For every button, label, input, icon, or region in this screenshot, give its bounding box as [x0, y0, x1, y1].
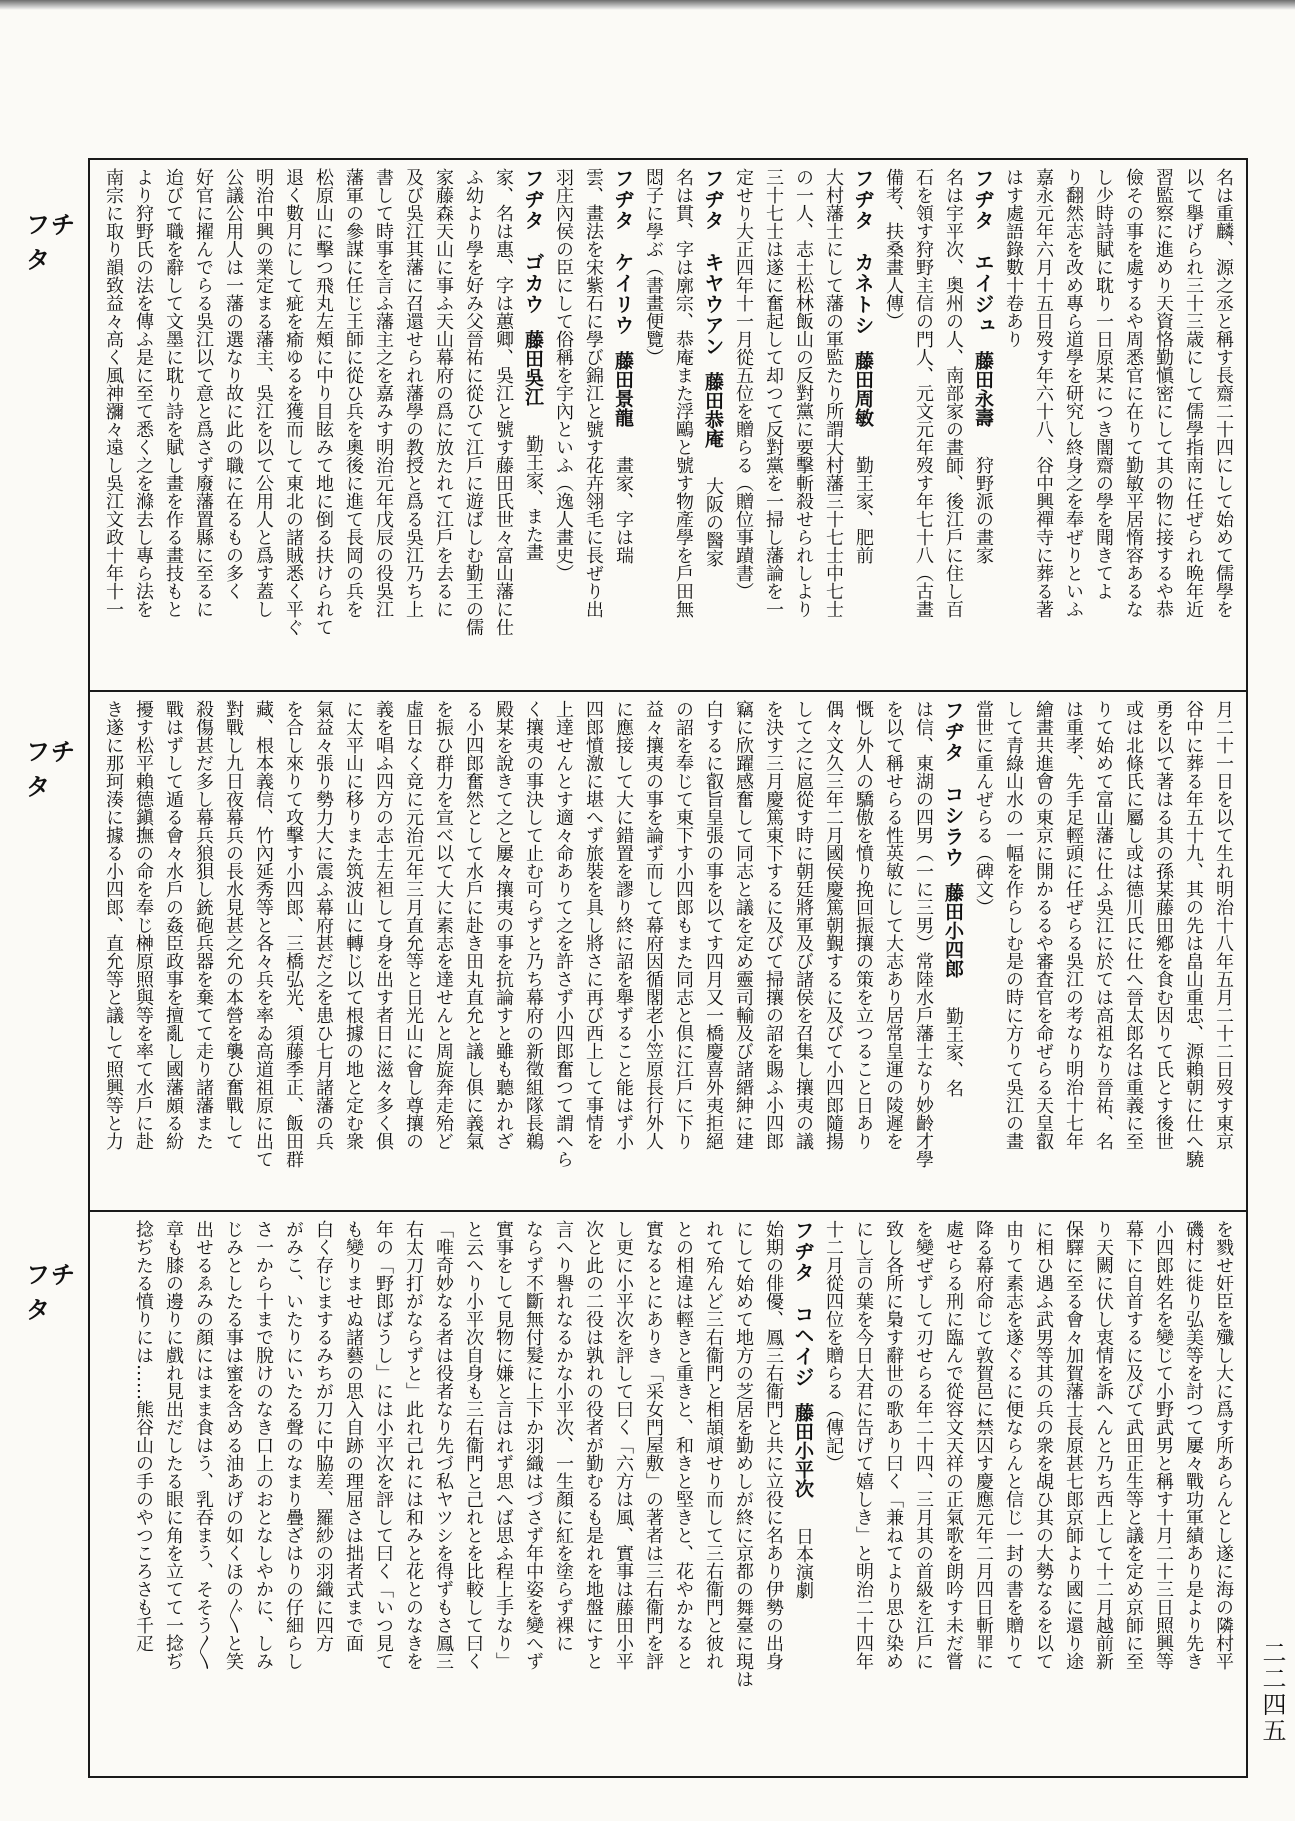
text-column: 降る幕府命じて敦賀邑に禁囚す慶應元年二月四日斬罪に	[973, 1220, 994, 1670]
text-column: り翻然志を改め專ら道學を研究し終身之を奉ぜりといふ	[1063, 168, 1084, 618]
text-column: 名は宇平次、奥州の人、南部家の畫師、後江戶に住し百	[943, 168, 964, 618]
text-column: を決す三月慶篤東下するに及びて掃攘の詔を賜ふ小四郎	[763, 700, 784, 1150]
text-column: は信、東湖の四男（一に三男）常陸水戶藩士なり妙齡才學	[913, 700, 934, 1168]
text-column: 羽庄內侯の臣にして俗稱を宇內といふ（逸人畫史）	[553, 168, 574, 582]
entry-reading: フヂタ ゴカウ	[521, 168, 545, 315]
text-column: 年の「野郎ばうし」には小平次を評して曰く「いつ見て	[373, 1220, 394, 1670]
text-column: 三十七士は遂に奮起して却つて反對黨を一掃し藩論を一	[763, 168, 784, 618]
text-column: 藏、根本義信、竹內延秀等と各々兵を率ゐ高道祖原に出て	[253, 700, 274, 1168]
text-column: は重孝、先手足輕頭に任ぜらる吳江の考なり明治十七年	[1063, 700, 1084, 1150]
entry-reading: フヂタ ケイリウ	[611, 168, 635, 336]
text-column: はす處語錄數十卷あり	[1003, 168, 1024, 348]
entry-description: 勤王家、肥前	[853, 455, 874, 564]
text-column: にし言の葉を今日大君に告げて嬉しき」と明治二十四年	[853, 1220, 874, 1670]
entry-name: 藤田永壽	[972, 351, 994, 428]
text-column: がみこ、いたりにいたる聲のなまり疊ざはりの仔細らし	[283, 1220, 304, 1670]
text-column: き遂に那珂湊に據る小四郎、直允等と議して照興等と力	[103, 700, 124, 1150]
text-column: 家藤森天山に事ふ天山幕府の爲に放たれて江戶を去るに	[433, 168, 454, 618]
text-column: し更に小平次を評して曰く「六方は風、實事は藤田小平	[613, 1220, 634, 1670]
text-column: じみとしたる事は蜜を含める油あげの如くほの〴〵と笑	[223, 1220, 244, 1670]
text-column: し少時詩賦に耽り一日原某につき闇齋の學を聞きてよ	[1093, 168, 1114, 600]
text-column: 當世に重んぜらる（碑文）	[973, 700, 994, 916]
text-column: に太平山に移りまた筑波山に轉じ以て根據の地と定む衆	[343, 700, 364, 1150]
text-column: 名は貫、字は廓宗、恭庵また浮鷗と號す物產學を戶田無	[673, 168, 694, 618]
tier-divider	[88, 1210, 1248, 1212]
text-column: 義を唱ふ四方の志士左袒して身を出す者日に滋々多く俱	[373, 700, 394, 1150]
scan-edge	[0, 0, 1295, 10]
text-column: 處せらる刑に臨んで從容文天祥の正氣歌を朗吟す未だ嘗	[943, 1220, 964, 1670]
text-column: 小四郎姓名を變じて小野武男と稱す十月二十三日照興等	[1153, 1220, 1174, 1670]
text-column: 次と此の二役は孰れの役者が勤むるも是れを地盤にすと	[583, 1220, 604, 1670]
page-number: 二二四五	[1258, 1640, 1286, 1744]
text-tier-top	[96, 162, 1242, 688]
text-column: の詔を奉じて東下す小四郎もまた同志と倶に江戶に下り	[673, 700, 694, 1150]
text-column: 備考、扶桑畫人傳）	[883, 168, 904, 330]
text-column: 迨びて職を辭して文墨に耽り詩を賦し畫を作る畫技もと	[163, 168, 184, 618]
text-column: 言へり譽れなるかな小平次、一生顏に紅を塗らず裸に	[553, 1220, 574, 1652]
text-column: 殺傷甚だ多し幕兵狼狽し銃砲兵器を棄てて走り諸藩また	[193, 700, 214, 1150]
text-tier-bottom	[96, 1214, 1242, 1774]
text-column: 右太刀打がならずと」此れ己れには和みと花とのなきを	[403, 1220, 424, 1670]
text-column: 「唯奇妙なる者は役者なり先づ私ヤツシを得ずもさ鳳三	[433, 1220, 454, 1670]
text-column: 殿某を說きて之と屢々攘夷の事を抗論すと雖も聽かれざ	[493, 700, 514, 1150]
entry-description: 畫家、字は瑞	[613, 455, 634, 564]
entry-heading	[968, 168, 998, 688]
text-column: 南宗に取り韻致益々高く風神瀰々遠し吳江文政十年十一	[103, 168, 124, 618]
text-column: 擾す松平賴德鎭撫の命を奉じ榊原照與等を率て水戶に赴	[133, 700, 154, 1150]
text-column: 好官に擢んでらる吳江以て意と爲さず廢藩置縣に至るに	[193, 168, 214, 618]
text-column: を戮せ奸臣を殲し大に爲す所あらんとし遂に海の隣村平	[1213, 1220, 1234, 1670]
text-column: 定せり大正四年十一月從五位を贈らる（贈位事蹟書）	[733, 168, 754, 600]
text-column: 悶子に學ぶ（書畫便覽）	[643, 168, 664, 366]
entry-heading	[938, 700, 968, 1208]
entry-heading	[518, 168, 548, 688]
entry-description: 狩野派の畫家	[973, 455, 994, 564]
margin-label: フチタ	[26, 738, 76, 801]
entry-name: 藤田周敏	[852, 351, 874, 428]
text-column: 或は北條氏に屬し或は德川氏に仕へ晉太郎名は重義に至	[1123, 700, 1144, 1150]
text-column: 家、名は惠、字は蕙卿、吳江と號す藤田氏世々富山藩に仕	[493, 168, 514, 636]
text-column: 雲、畫法を宋紫石に學び錦江と號す花卉翎毛に長ぜり出	[583, 168, 604, 618]
text-column: 保驛に至る會々加賀藩士長原甚七郎京師より國に還り途	[1063, 1220, 1084, 1670]
text-column: 致し各所に梟す辭世の歌あり曰く「兼ねてより思ひ染め	[883, 1220, 904, 1670]
text-column: して之に扈從す時に朝廷將軍及び諸侯を召集し攘夷の議	[793, 700, 814, 1150]
text-column: 磯村に徙り弘美等を討つて屢々戰功軍績あり是より先き	[1183, 1220, 1204, 1670]
text-column: にして始めて地方の芝居を勤めしが終に京都の舞臺に現は	[733, 1220, 754, 1688]
entry-name: 藤田小四郎	[942, 883, 964, 979]
text-column: 十二月從四位を贈らる（傳記）	[823, 1220, 844, 1472]
margin-label: フチタ	[26, 1261, 76, 1324]
text-column: と云へり小平次自身も三右衞門と己れとを比較して曰く	[463, 1220, 484, 1670]
entry-name: 藤田小平次	[792, 1403, 814, 1499]
margin-label: フチタ	[26, 211, 76, 274]
text-column: 竊に欣躍感奮して同志と議を定め靈司輸及び諸縉紳に建	[733, 700, 754, 1150]
text-column: を合し來りて攻擊す小四郎、三橋弘光、須藤季正、飯田群	[283, 700, 304, 1168]
text-column: 藩軍の參謀に任じ王師に從ひ兵を奧後に進て長岡の兵を	[343, 168, 364, 618]
text-column: 退く數月にして疵を瘉ゆるを獲而して東北の諸賊悉く平ぐ	[283, 168, 304, 636]
entry-reading: フヂタ カネトシ	[851, 168, 875, 336]
text-column: り天闕に伏し衷情を訴へんと乃ち西上して十二月越前新	[1093, 1220, 1114, 1670]
entry-name: 藤田恭庵	[702, 372, 724, 449]
entry-name: 藤田景龍	[612, 351, 634, 428]
text-column: ならず不斷無付髮に上下か羽織はづさず年中姿を變へず	[523, 1220, 544, 1670]
text-column: 繪畫共進會の東京に開かるるや審査官を命ぜらる天皇叡	[1033, 700, 1054, 1150]
text-column: 月二十一日を以て生れ明治十八年五月二十二日歿す東京	[1213, 700, 1234, 1150]
text-column: 明治中興の業定まる藩主、吳江を以て公用人と爲す蓋し	[253, 168, 274, 618]
entry-description: 大阪の醫家	[703, 476, 724, 567]
text-column: く攘夷の事決して止む可らずと乃ち幕府の新徵組隊長鵜	[523, 700, 544, 1150]
text-column: る小四郎奮然として水戶に赴き田丸直允と議し俱に義氣	[463, 700, 484, 1150]
text-column: 儉その事を處するや周悉官に在りて勤敏平居惰容あるな	[1123, 168, 1144, 618]
text-tier-middle	[96, 694, 1242, 1208]
text-column: 幕下に自首するに及びて武田正生等と議を定め京師に至	[1123, 1220, 1144, 1670]
text-column: 及び吳江其藩に召還せられ藩學の教授と爲る吳江乃ち上	[403, 168, 424, 618]
text-column: りて始めて富山藩に仕ふ吳江に於ては高祖なり晉祐、名	[1093, 700, 1114, 1150]
text-column: も變りませぬ諸藝の思入自跡の理屈さは拙者式まで面	[343, 1220, 364, 1652]
text-column: 公議公用人は一藩の選なり故に此の職に在るもの多く	[223, 168, 244, 600]
entry-reading: フヂタ コシラウ	[941, 700, 965, 868]
text-column: さ一から十まで脫けのなき口上のおとなしやかに、しみ	[253, 1220, 274, 1670]
entry-reading: フヂタ コヘイジ	[791, 1220, 815, 1388]
text-column: を振ひ群力を宣べ以て大に素志を達せんと周旋奔走殆ど	[433, 700, 454, 1150]
text-column: 由りて素志を遂ぐるに便ならんと信じ一封の書を贈りて	[1003, 1220, 1024, 1670]
entry-reading: フヂタ キヤウアン	[701, 168, 725, 357]
entry-description: 日本演劇	[793, 1526, 814, 1599]
text-column: 白するに叡旨皇張の事を以てす四月又一橋慶喜外夷拒絕	[703, 700, 724, 1150]
text-column: 慨し外人の驕傲を憤り挽回振攘の策を立つること日あり	[853, 700, 874, 1150]
text-column: 章も膝の邊りに戲れ見出だしたる眼に角を立てて一捻ぢ	[163, 1220, 184, 1670]
text-column: 四郎憤激に堪へず旅裝を具し將さに再び西上して事情を	[583, 700, 604, 1150]
text-column: 習監察に進めり天資恪勤愼密にして其の物に接するや恭	[1153, 168, 1174, 618]
text-column: 大村藩士にして藩の軍監たり所謂大村藩三十七士中七士	[823, 168, 844, 618]
text-column: れて殆んど三右衞門と相頡頏せり而して三右衞門と彼れ	[703, 1220, 724, 1670]
text-column: より狩野氏の法を傳ふ是に至て悉く之を滌去し專ら法を	[133, 168, 154, 618]
text-column: ふ幼より學を好み父晉祐に從ひて江戶に遊ばしむ勤王の儒	[463, 168, 484, 636]
tier-divider	[88, 690, 1248, 692]
entry-description: 勤王家、名	[943, 1006, 964, 1097]
text-column: との相違は輕きと重きと、和きと堅きと、花やかなると	[673, 1220, 694, 1670]
text-column: 始期の俳優、鳳三右衞門と共に立役に名あり伊勢の出身	[763, 1220, 784, 1670]
text-column: 虛日なく竟に元治元年三月直允等と日光山に會し尊攘の	[403, 700, 424, 1150]
text-column: 氣益々張り勢力大に震ふ幕府甚だ之を患ひ七月諸藩の兵	[313, 700, 334, 1150]
entry-name: 藤田吳江	[522, 330, 544, 407]
entry-reading: フヂタ エイジュ	[971, 168, 995, 336]
text-column: 白く存じまするみちが刀に中脇差、羅紗の羽織に四方	[313, 1220, 334, 1652]
entry-heading	[698, 168, 728, 688]
text-column: 名は重麟、源之丞と稱す長齋二十四にして始めて儒學を	[1213, 168, 1234, 618]
entry-heading	[788, 1220, 818, 1774]
text-column: 石を領す狩野主信の門人、元文元年歿す年七十八（古畫	[913, 168, 934, 618]
entry-heading	[608, 168, 638, 688]
text-column: の一人、志士松林飯山の反對黨に要擊斬殺せられしより	[793, 168, 814, 618]
text-column: 谷中に葬る年五十九、其の先は畠山重忠、源賴朝に仕へ驍	[1183, 700, 1204, 1168]
text-column: 實事をして見物に嫌と言はれず思へば思ふ程上手なり」	[493, 1220, 514, 1670]
text-column: 實なるとにありき「采女門屋敷」の著者は三右衞門を評	[643, 1220, 664, 1670]
text-column: 益々攘夷の事を論ず而して幕府因循閣老小笠原長行外人	[643, 700, 664, 1150]
text-column: を變ぜずして刃せらる年二十四、三月其の首級を江戶に	[913, 1220, 934, 1670]
entry-heading	[848, 168, 878, 688]
text-column: 以て擧げられ三十三歳にして儒學指南に任ぜられ晩年近	[1183, 168, 1204, 618]
text-column: 偶々文久三年二月國侯慶篤朝覲するに及びて小四郎隨揚	[823, 700, 844, 1150]
text-column: 書して時事を言ふ藩主之を嘉みす明治元年戊辰の役吳江	[373, 168, 394, 618]
text-column: 松原山に擊つ飛丸左頰に中り目眩みて地に倒る扶けられて	[313, 168, 334, 636]
entry-description: 勤王家、また畫	[523, 434, 544, 561]
text-column: 對戰し九日夜幕兵の長水見甚之允の本營を襲ひ奮戰して	[223, 700, 244, 1150]
text-column: 戰はずして遁る會々水戶の姦臣政事を擅亂し國藩頗る紛	[163, 700, 184, 1150]
text-column: 捻ぢたる憤りには……熊谷山の手のやつころさも千疋	[133, 1220, 154, 1652]
text-column: に應接して大に錯置を謬り終に詔を舉ずること能はず小	[613, 700, 634, 1150]
text-column: を以て稱せらる性英敏にして大志あり居常皇運の陵遲を	[883, 700, 904, 1150]
text-column: して青綠山水の一幅を作らしむ是の時に方りて吳江の畫	[1003, 700, 1024, 1150]
text-column: 上達せんとす適々命ありて之を許さず小四郎奮つて謂へら	[553, 700, 574, 1168]
text-column: に相ひ遇ふ武男等其の兵の衆を覘ひ其の大勢なるを以て	[1033, 1220, 1054, 1670]
text-column: 出せるゑみの顏にはまま食はう、乳吞まう、そそう〳〵	[193, 1220, 214, 1670]
text-column: 勇を以て著はる其の孫某藤田鄕を食む因りて氏とす後世	[1153, 700, 1174, 1150]
text-column: 嘉永元年六月十五日歿す年六十八、谷中興禪寺に葬る著	[1033, 168, 1054, 618]
